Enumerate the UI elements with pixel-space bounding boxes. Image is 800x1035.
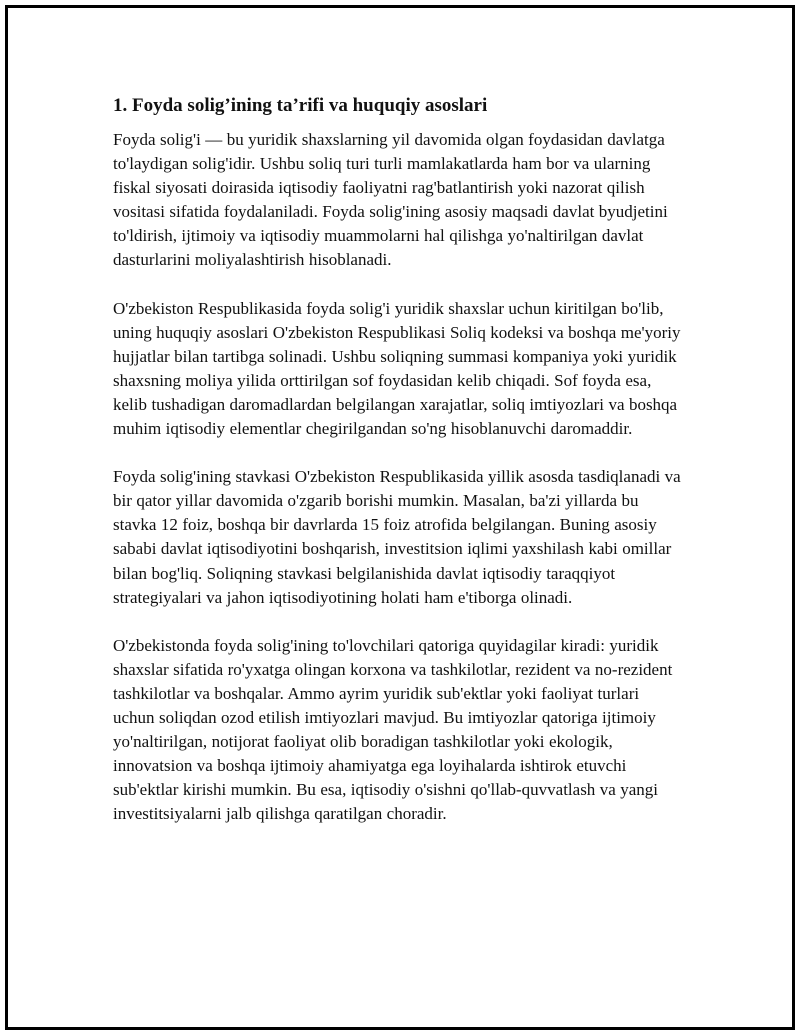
paragraph-legal-basis: O'zbekiston Respublikasida foyda solig'i yuridik shaxslar uchun kiritilgan bo'lib, uning huquqiy asoslari O'zbekiston Respublikasi Soliq kodeksi va boshqa me'yoriy hujjatlar bilan tartibga solinadi. Ushbu soliqning summasi kompaniya yoki yuridik shaxsning moliya yilida orttirilgan sof foydasidan kelib chiqadi. Sof foyda esa, kelib tushadigan daromadlardan belgilangan xarajatlar, soliq imtiyozlari va boshqa muhim iqtisodiy elementlar chegirilgandan so'ng hisoblanuvchi daromaddir. bbox=[113, 298, 681, 439]
paragraph-definition: Foyda solig'i — bu yuridik shaxslarning yil davomida olgan foydasidan davlatga to'laydigan solig'idir. Ushbu soliq turi turli mamlakatlarda ham bor va ularning fiskal siyosati doirasida iqtisodiy faoliyatni rag'batlantirish yoki nazorat qilish vositasi sifatida foydalaniladi. Foyda solig'ining asosiy maqsadi davlat byudjetini to'ldirish, ijtimoiy va iqtisodiy muammolarni hal qilishga yo'naltirilgan davlat dasturlarini moliyalashtirish hisoblanadi. bbox=[113, 130, 668, 270]
document-body bbox=[113, 94, 685, 850]
paragraph-taxpayers: O'zbekistonda foyda solig'ining to'lovchilari qatoriga quyidagilar kiradi: yuridik shaxslar sifatida ro'yxatga olingan korxona va tashkilotlar, rezident va no-rezident tashkilotlar va boshqalar. Ammo ayrim yuridik sub'ektlar yoki faoliyat turlari uchun soliqdan ozod etilish imtiyozlari mavjud. Bu imtiyozlar qatoriga ijtimoiy yo'naltirilgan, notijorat faoliyat olib boradigan tashkilotlar yoki ekologik, innovatsion va boshqa ijtimoiy ahamiyatga ega loyihalarda ishtirok etuvchi sub'ektlar kirishi mumkin. Bu esa, iqtisodiy o'sishni qo'llab-quvvatlash va yangi investitsiyalarni jalb qilishga qaratilgan choradir. bbox=[113, 635, 673, 824]
section-heading: 1. Foyda solig’ining ta’rifi va huquqiy asoslari bbox=[113, 95, 488, 116]
paragraph-tax-rate: Foyda solig'ining stavkasi O'zbekiston Respublikasida yillik asosda tasdiqlanadi va bir qator yillar davomida o'zgarib borishi mumkin. Masalan, ba'zi yillarda bu stavka 12 foiz, boshqa bir davrlarda 15 foiz atrofida belgilangan. Buning asosiy sababi davlat iqtisodiyotini boshqarish, investitsion iqlimi yaxshilash kabi omillar bilan bog'liq. Soliqning stavkasi belgilanishida davlat iqtisodiy taraqqiyot strategiyalari va jahon iqtisodiyotining holati ham e'tiborga olinadi. bbox=[113, 467, 681, 607]
